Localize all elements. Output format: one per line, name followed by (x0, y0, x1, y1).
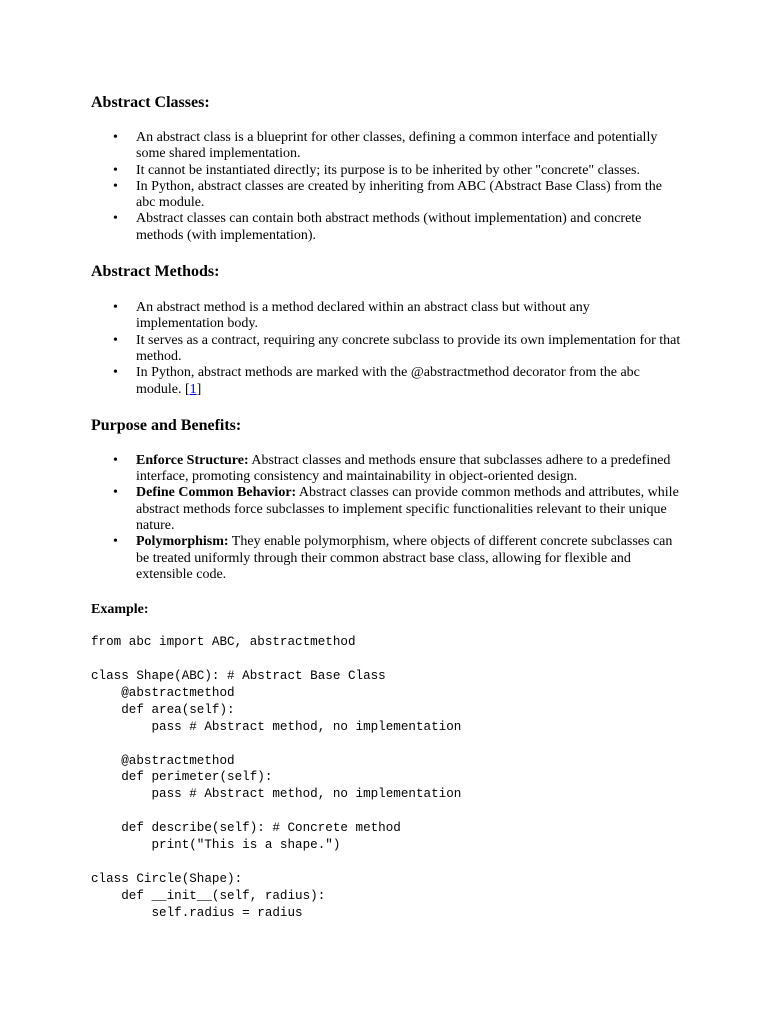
list-item-text: Abstract classes can provide common methods and attributes, while abstract methods force subclasses to implement specific functionalities relevant to their unique nature. (136, 485, 679, 534)
list-item: • It serves as a contract, requiring any concrete subclass to provide its own implementation for that method. (136, 333, 681, 366)
abstract-methods-list (91, 300, 681, 398)
section-heading-purpose-benefits: Purpose and Benefits: (91, 416, 242, 434)
list-item (136, 453, 681, 486)
list-item-term: Enforce Structure: (136, 452, 249, 468)
abstract-classes-list (91, 130, 681, 244)
list-item-text: Abstract classes and methods ensure that subclasses adhere to a predefined interface, promoting consistency and maintainability in object-oriented design. (136, 452, 671, 485)
list-item: • An abstract class is a blueprint for other classes, defining a common interface and potentially some shared implementation. (136, 130, 681, 163)
document-page (91, 94, 681, 922)
list-item-text: In Python, abstract methods are marked with the @abstractmethod decorator from the abc module. [ (136, 365, 640, 397)
list-item (136, 365, 681, 398)
example-label: Example: (91, 602, 149, 618)
list-item-term: Define Common Behavior: (136, 485, 297, 501)
section-heading-abstract-classes: Abstract Classes: (91, 94, 210, 111)
list-item: • It cannot be instantiated directly; its purpose is to be inherited by other "concrete" classes. (136, 163, 681, 179)
list-item (136, 534, 681, 583)
list-item: • Abstract classes can contain both abstract methods (without implementation) and concrete methods (with implementation). (136, 211, 681, 244)
code-block: from abc import ABC, abstractmethod class Shape(ABC): # Abstract Base Class @abstractmethod def area(self): pass # Abstract method, no implementation @abstractmethod def perimeter(self): pass # Abstract method, no implementation def describe(self): # Concrete method print("This is a shape.") class Circle(Shape): def __init__(self, radius): self.radius = radius (91, 635, 462, 920)
section-heading-abstract-methods: Abstract Methods: (91, 263, 220, 281)
list-item (136, 485, 681, 534)
list-item-text: They enable polymorphism, where objects of different concrete subclasses can be treated uniformly through their common abstract base class, allowing for flexible and extensible code. (136, 534, 673, 582)
purpose-benefits-list (91, 453, 681, 583)
list-item-term: Polymorphism: (136, 534, 229, 550)
list-item: • An abstract method is a method declared within an abstract class but without any implementation body. (136, 300, 681, 333)
citation-close-bracket: ] (196, 381, 202, 397)
list-item: • In Python, abstract classes are created by inheriting from ABC (Abstract Base Class) from the abc module. (136, 179, 681, 212)
citation-link[interactable]: 1 (189, 381, 197, 397)
